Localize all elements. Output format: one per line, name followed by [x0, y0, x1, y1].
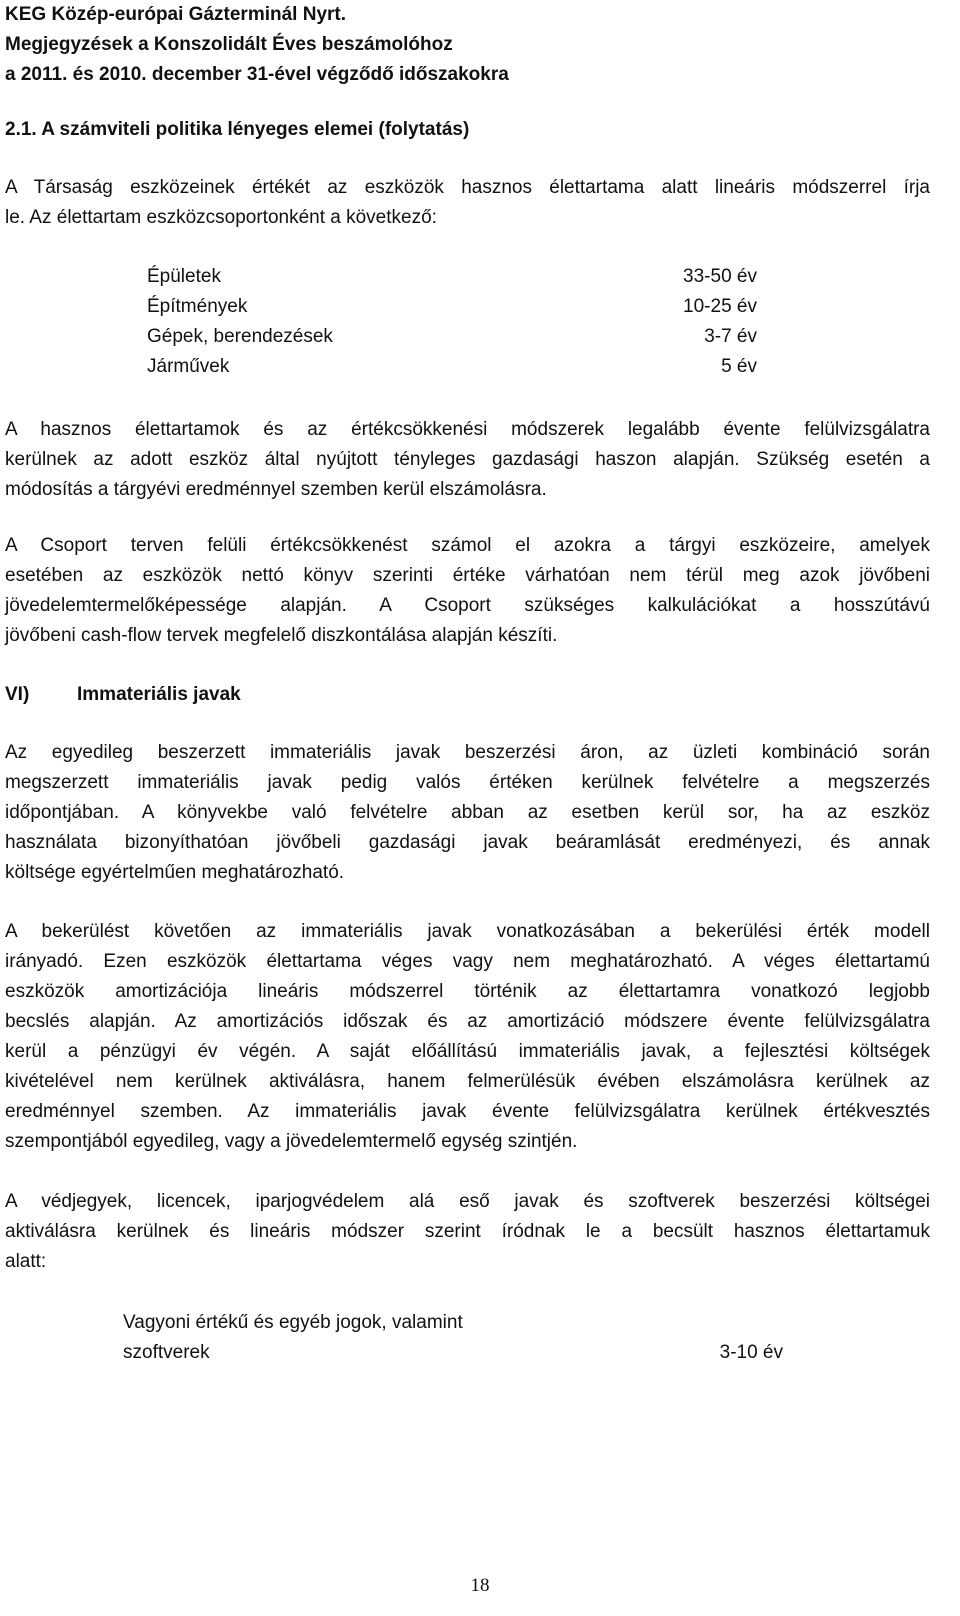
text-line: kerülnek az adott eszköz által nyújtott tényleges gazdasági haszon alapján. Szükség esetén a: [5, 449, 930, 470]
text-line: megszerzett immateriális javak pedig valós értéken kerülnek felvételre a megszerzés: [5, 772, 930, 793]
asset-lifetime-list: [147, 262, 757, 382]
rights-label-line1: Vagyoni értékű és egyéb jogok, valamint: [123, 1312, 463, 1333]
text-line: A Társaság eszközeinek értékét az eszközök hasznos élettartama alatt lineáris módszerrel írja: [5, 177, 930, 198]
text-line: aktiválásra kerülnek és lineáris módszer szerint íródnak le a becsült hasznos élettartamuk: [5, 1221, 930, 1242]
text-line: A védjegyek, licencek, iparjogvédelem alá eső javak és szoftverek beszerzési költségei: [5, 1191, 930, 1212]
text-line: kivételével nem kerülnek aktiválásra, hanem felmerülésük évében elszámolásra kerülnek az: [5, 1071, 930, 1092]
list-item: [147, 262, 757, 292]
subsection-heading: [5, 680, 241, 710]
asset-label: Épületek: [147, 266, 221, 287]
page-number: 18: [470, 1575, 490, 1596]
rights-lifetime-item: [123, 1308, 783, 1368]
review-paragraph: [5, 415, 930, 505]
asset-lifetime: 3-7 év: [704, 326, 757, 347]
asset-lifetime: 10-25 év: [683, 296, 757, 317]
report-title: Megjegyzések a Konszolidált Éves beszámolóhoz: [5, 34, 453, 55]
text-line: eredménnyel szemben. Az immateriális javak évente felülvizsgálatra kerülnek értékvesztés: [5, 1101, 930, 1122]
intro-paragraph: [5, 173, 930, 233]
rights-row: [123, 1338, 783, 1368]
text-line: módosítás a tárgyévi eredménnyel szemben kerül elszámolásra.: [5, 479, 547, 500]
text-line: időpontjában. A könyvekbe való felvételre abban az esetben kerül sor, ha az eszköz: [5, 802, 930, 823]
asset-label: Gépek, berendezések: [147, 326, 333, 347]
rights-lifetime: 3-10 év: [719, 1342, 783, 1363]
text-line: Az egyedileg beszerzett immateriális javak beszerzési áron, az üzleti kombináció során: [5, 742, 930, 763]
subsection-number: VI): [5, 684, 30, 705]
impairment-paragraph: [5, 531, 930, 651]
text-line: becslés alapján. Az amortizációs időszak és az amortizáció módszere évente felülvizsgálatra: [5, 1011, 930, 1032]
intangible-paragraph-2: [5, 917, 930, 1157]
text-line: esetében az eszközök nettó könyv szerinti értéke várhatóan nem térül meg azok jövőbeni: [5, 565, 930, 586]
text-line: irányadó. Ezen eszközök élettartama véges vagy nem meghatározható. A véges élettartamú: [5, 951, 930, 972]
section-heading: 2.1. A számviteli politika lényeges elemei (folytatás): [5, 119, 470, 140]
text-line: alatt:: [5, 1251, 47, 1272]
asset-label: Építmények: [147, 296, 248, 317]
intangible-paragraph-1: [5, 738, 930, 888]
subsection-title: Immateriális javak: [77, 684, 241, 705]
text-line: költsége egyértelműen meghatározható.: [5, 862, 345, 883]
text-line: jövedelemtermelőképessége alapján. A Csoport szükséges kalkulációkat a hosszútávú: [5, 595, 930, 616]
text-line: szempontjából egyedileg, vagy a jövedelemtermelő egység szintjén.: [5, 1131, 578, 1152]
asset-lifetime: 33-50 év: [683, 266, 757, 287]
list-item: [147, 292, 757, 322]
text-line: A Csoport terven felüli értékcsökkenést számol el azokra a tárgyi eszközeire, amelyek: [5, 535, 930, 556]
text-line: használata bizonyíthatóan jövőbeli gazdasági javak beáramlását eredményezi, és annak: [5, 832, 930, 853]
asset-label: Járművek: [147, 356, 230, 377]
list-item: [147, 322, 757, 352]
rights-label-line2: szoftverek: [123, 1342, 210, 1363]
list-item: [147, 352, 757, 382]
asset-lifetime: 5 év: [721, 356, 757, 377]
text-line: A bekerülést követően az immateriális javak vonatkozásában a bekerülési érték modell: [5, 921, 930, 942]
company-name: KEG Közép-európai Gázterminál Nyrt.: [5, 4, 347, 25]
text-line: A hasznos élettartamok és az értékcsökkenési módszerek legalább évente felülvizsgálatra: [5, 419, 930, 440]
text-line: jövőbeni cash-flow tervek megfelelő diszkontálása alapján készíti.: [5, 625, 558, 646]
text-line: kerül a pénzügyi év végén. A saját előállítású immateriális javak, a fejlesztési költségek: [5, 1041, 930, 1062]
text-line: le. Az élettartam eszközcsoportonként a következő:: [5, 207, 437, 228]
report-period: a 2011. és 2010. december 31-ével végződő időszakokra: [5, 64, 509, 85]
text-line: eszközök amortizációja lineáris módszerrel történik az élettartamra vonatkozó legjobb: [5, 981, 930, 1002]
trademarks-paragraph: [5, 1187, 930, 1277]
